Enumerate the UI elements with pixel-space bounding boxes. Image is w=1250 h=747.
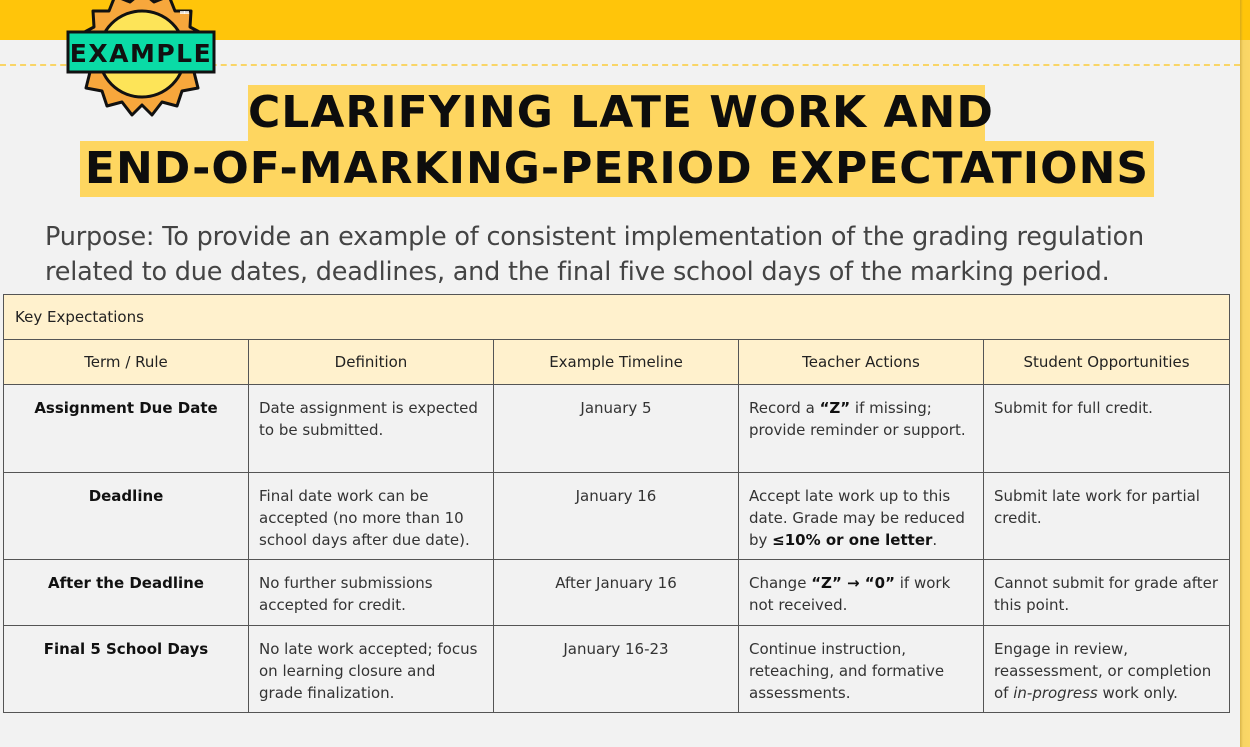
- table-header-row: [4, 340, 1230, 385]
- definition-cell: Final date work can be accepted (no more than 10 school days after due date).: [249, 473, 494, 560]
- title-line-1: CLARIFYING LATE WORK AND: [248, 85, 985, 141]
- column-header-teacher-actions: Teacher Actions: [739, 340, 984, 385]
- term-cell: After the Deadline: [4, 560, 249, 626]
- timeline-cell: January 5: [494, 385, 739, 473]
- table-row: [4, 473, 1230, 560]
- timeline-cell: January 16-23: [494, 626, 739, 713]
- table-row: [4, 560, 1230, 626]
- student-opportunities-cell: Submit for full credit.: [984, 385, 1230, 473]
- svg-text:EXAMPLE: EXAMPLE: [69, 39, 213, 68]
- table-row: [4, 385, 1230, 473]
- table-caption: Key Expectations: [4, 295, 1230, 340]
- column-header-student-opportunities: Student Opportunities: [984, 340, 1230, 385]
- student-opportunities-cell: Cannot submit for grade after this point.: [984, 560, 1230, 626]
- definition-cell: No late work accepted; focus on learning closure and grade finalization.: [249, 626, 494, 713]
- key-expectations-table: [3, 294, 1230, 713]
- term-cell: Final 5 School Days: [4, 626, 249, 713]
- column-header-definition: Definition: [249, 340, 494, 385]
- table-row: [4, 626, 1230, 713]
- definition-cell: No further submissions accepted for credit.: [249, 560, 494, 626]
- teacher-actions-cell: Change “Z” → “0” if work not received.: [739, 560, 984, 626]
- teacher-actions-cell: Record a “Z” if missing; provide reminder or support.: [739, 385, 984, 473]
- term-cell: Assignment Due Date: [4, 385, 249, 473]
- column-header-timeline: Example Timeline: [494, 340, 739, 385]
- purpose-text: Purpose: To provide an example of consistent implementation of the grading regulation related to due dates, deadlines, and the final five school days of the marking period.: [45, 222, 1145, 287]
- definition-cell: Date assignment is expected to be submitted.: [249, 385, 494, 473]
- timeline-cell: January 16: [494, 473, 739, 560]
- teacher-actions-cell: Continue instruction, reteaching, and formative assessments.: [739, 626, 984, 713]
- page-edge: [1240, 0, 1250, 747]
- page-edge-top: [1240, 0, 1250, 40]
- student-opportunities-cell: Engage in review, reassessment, or completion of in-progress work only.: [984, 626, 1230, 713]
- title-line-2: END-OF-MARKING-PERIOD EXPECTATIONS: [80, 141, 1154, 197]
- term-cell: Deadline: [4, 473, 249, 560]
- column-header-term: Term / Rule: [4, 340, 249, 385]
- teacher-actions-cell: Accept late work up to this date. Grade may be reduced by ≤10% or one letter.: [739, 473, 984, 560]
- example-badge-icon: [66, 0, 218, 124]
- table-caption-row: [4, 295, 1230, 340]
- timeline-cell: After January 16: [494, 560, 739, 626]
- student-opportunities-cell: Submit late work for partial credit.: [984, 473, 1230, 560]
